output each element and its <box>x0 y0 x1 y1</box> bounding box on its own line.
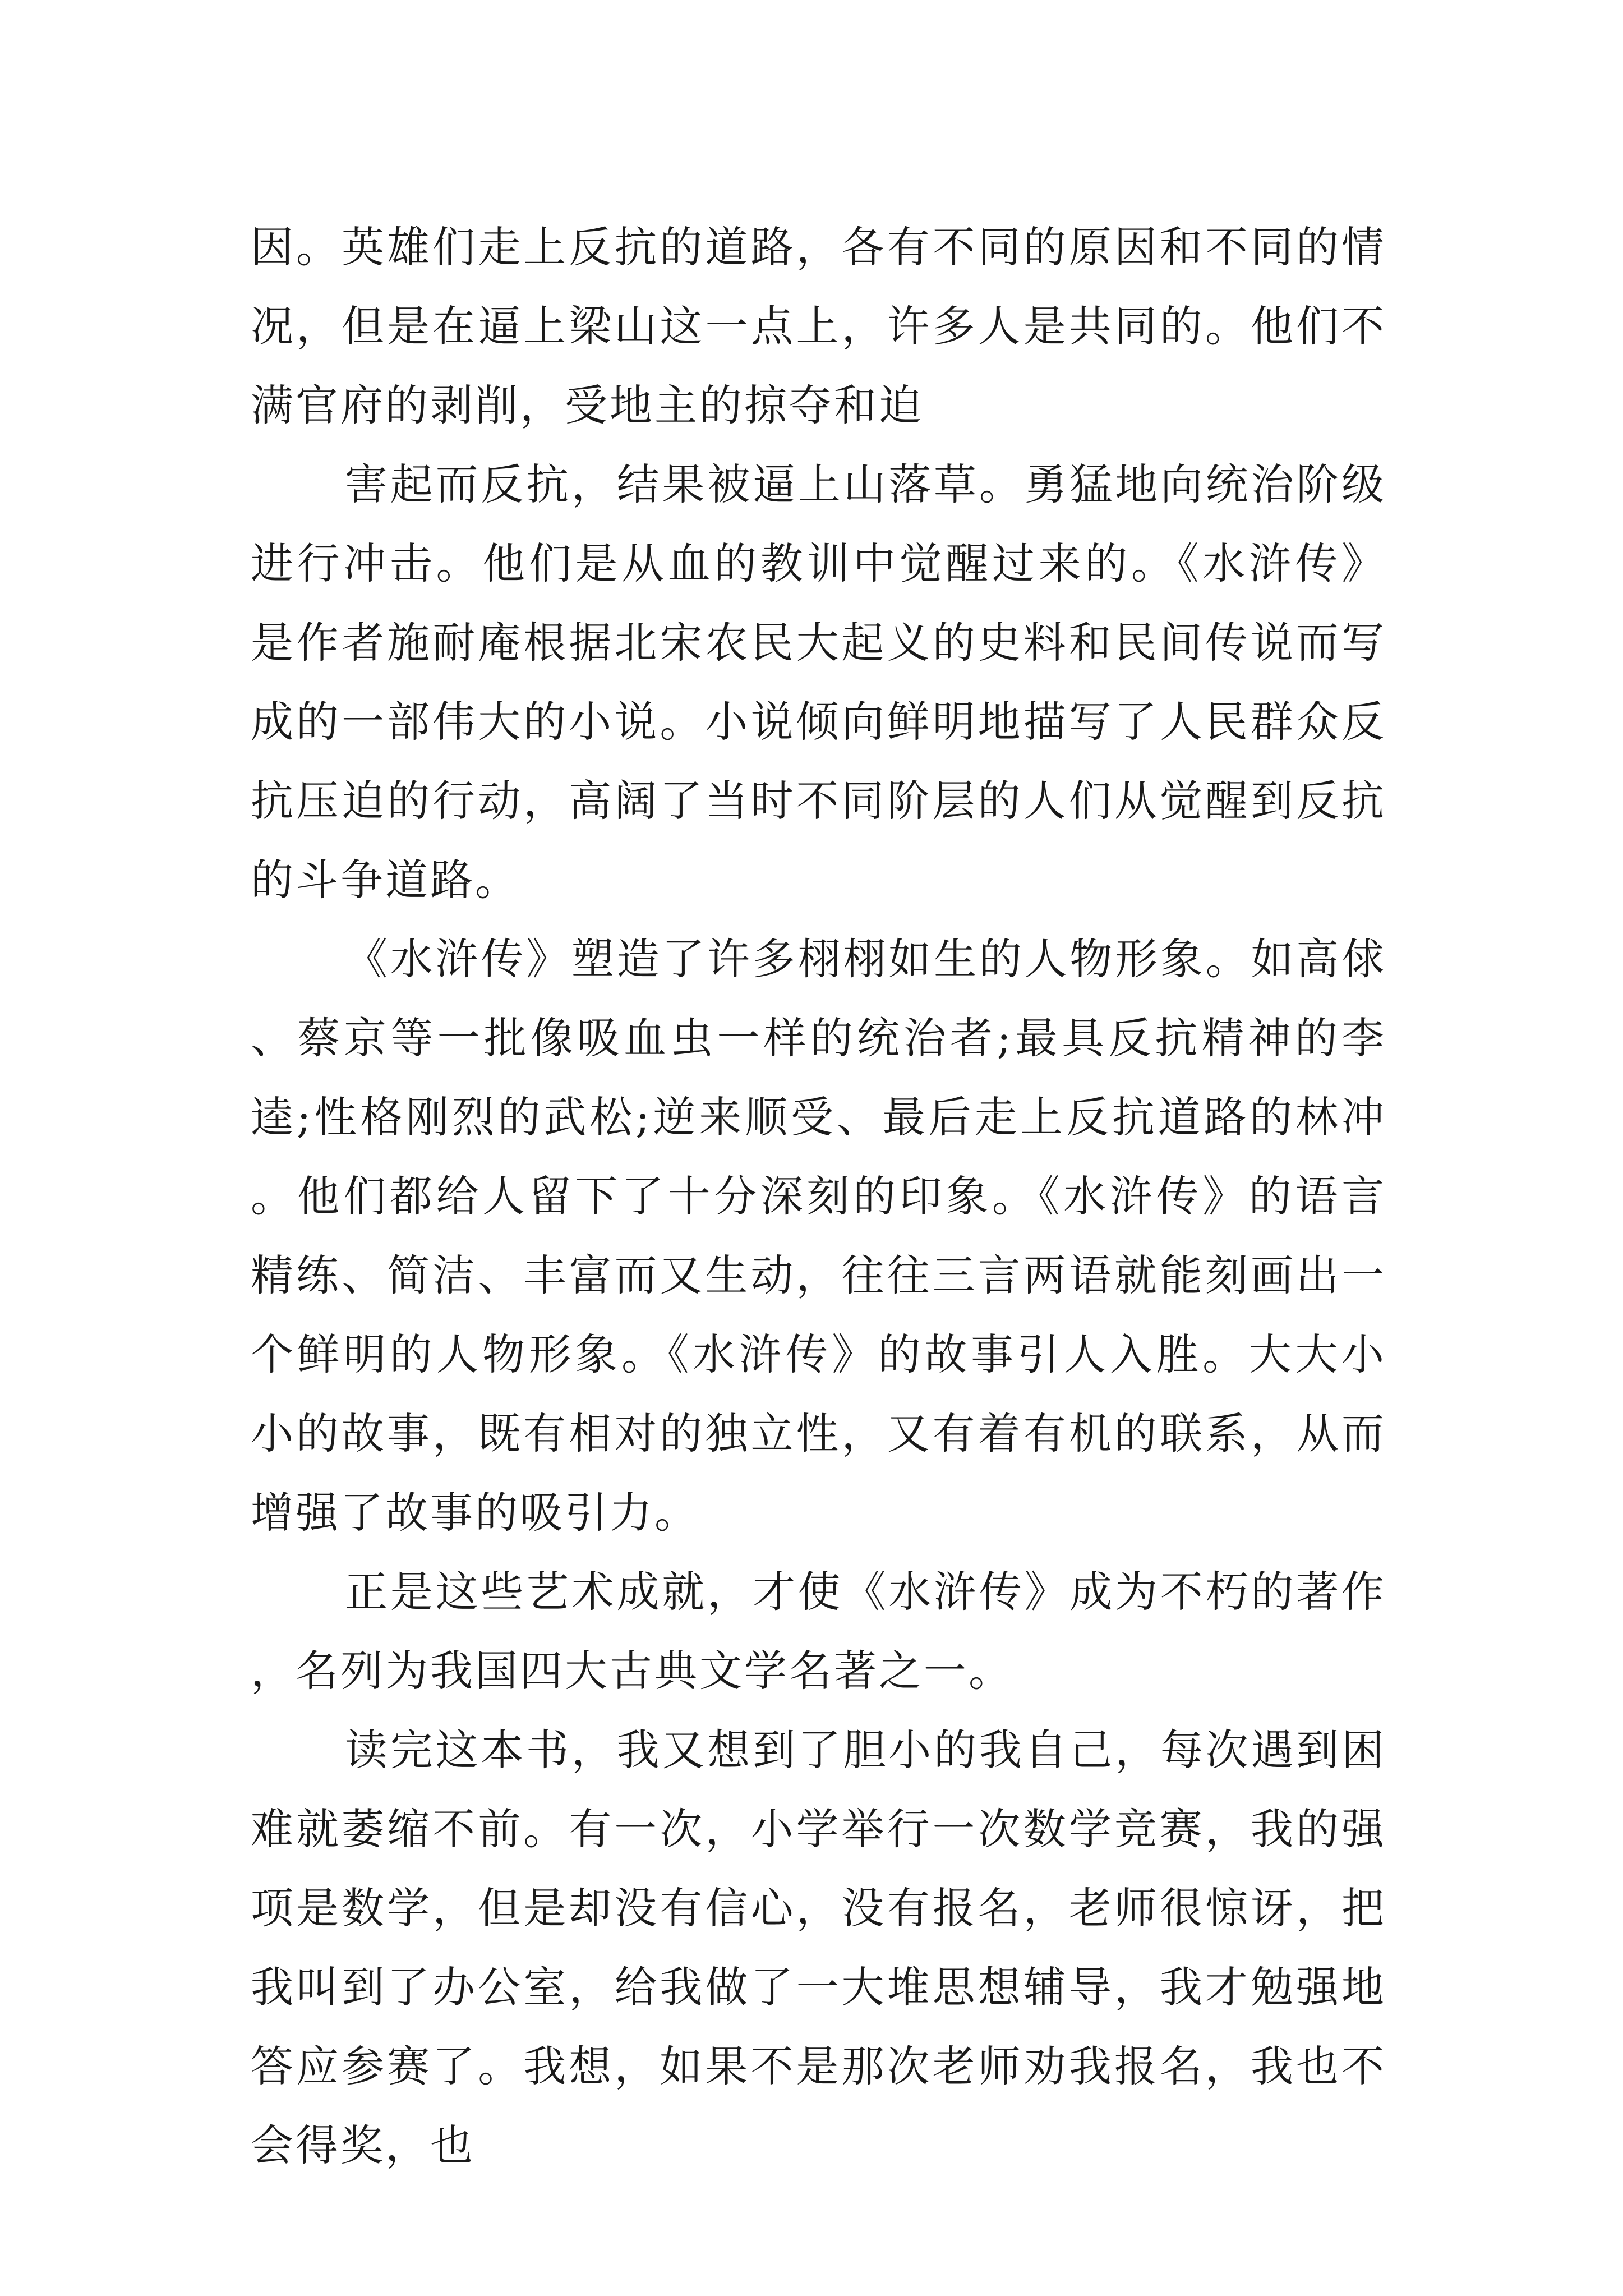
paragraph-3: 《水浒传》塑造了许多栩栩如生的人物形象。如高俅、蔡京等一批像吸血虫一样的统治者;最具反抗精神的李逵;性格刚烈的武松;逆来顺受、最后走上反抗道路的林冲。他们都给人留下了十分深刻的印象。《水浒传》的语言精练、简洁、丰富而又生动，往往三言两语就能刻画出一个鲜明的人物形象。《水浒传》的故事引人入胜。大大小小的故事，既有相对的独立性，又有着有机的联系，从而增强了故事的吸引力。 <box>251 934 1386 1538</box>
paragraph-1: 因。英雄们走上反抗的道路，各有不同的原因和不同的情况，但是在逼上梁山这一点上，许多人是共同的。他们不满官府的剥削，受地主的掠夺和迫 <box>251 222 1386 430</box>
paragraph-5: 读完这本书，我又想到了胆小的我自己，每次遇到困难就萎缩不前。有一次，小学举行一次数学竞赛，我的强项是数学，但是却没有信心，没有报名，老师很惊讶，把我叫到了办公室，给我做了一大堆思想辅导，我才勉强地答应参赛了。我想，如果不是那次老师劝我报名，我也不会得奖，也 <box>251 1725 1386 2170</box>
body-text <box>251 208 1386 2185</box>
paragraph-4: 正是这些艺术成就，才使《水浒传》成为不朽的著作，名列为我国四大古典文学名著之一。 <box>251 1567 1386 1696</box>
paragraph-2: 害起而反抗，结果被逼上山落草。勇猛地向统治阶级进行冲击。他们是从血的教训中觉醒过来的。《水浒传》是作者施耐庵根据北宋农民大起义的史料和民间传说而写成的一部伟大的小说。小说倾向鲜明地描写了人民群众反抗压迫的行动，高阔了当时不同阶层的人们从觉醒到反抗的斗争道路。 <box>251 459 1386 905</box>
